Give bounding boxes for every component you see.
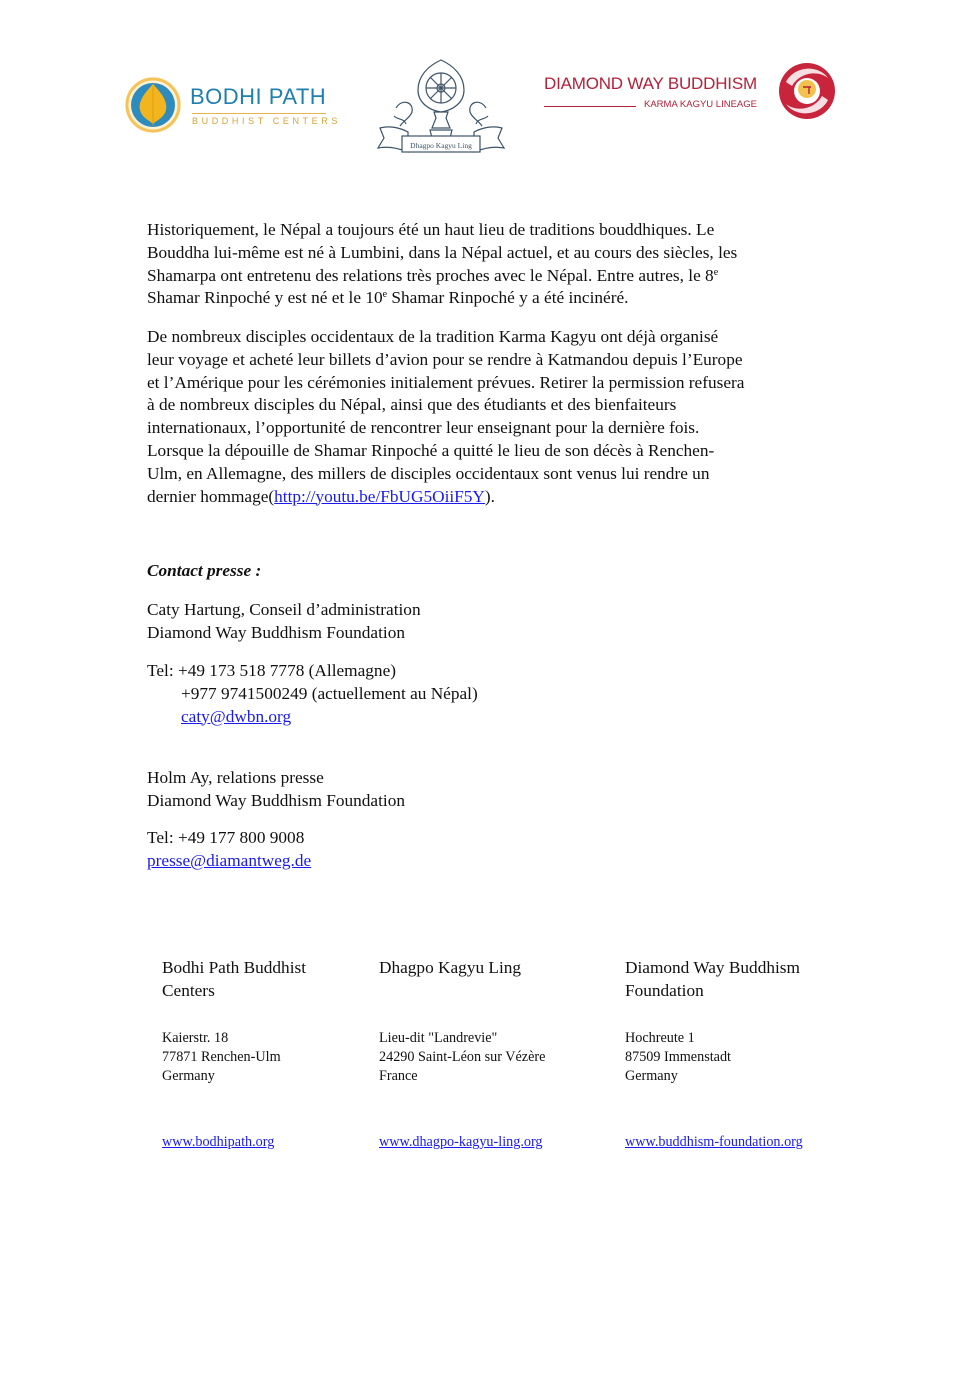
address-line: 87509 Immenstadt <box>625 1049 731 1065</box>
footer-column-dhagpo <box>379 957 609 1150</box>
org-line: Foundation <box>625 980 704 1000</box>
address-line: Germany <box>162 1068 215 1084</box>
paragraph-disciples <box>147 326 837 508</box>
text-line <box>147 287 837 310</box>
text-line: internationaux, l’opportunité de rencontrer leur enseignant pour la dernière fois. <box>147 418 700 438</box>
contact2-email-link[interactable]: presse@diamantweg.de <box>147 850 312 870</box>
bodhi-path-title: BODHI PATH <box>190 84 327 109</box>
bodhi-path-logo <box>124 76 341 138</box>
footer-org-name <box>625 957 855 1027</box>
contact1-identity <box>147 599 421 645</box>
contact1-org: Diamond Way Buddhism Foundation <box>147 622 405 642</box>
text-line: Historiquement, le Népal a toujours été un haut lieu de traditions bouddhiques. Le <box>147 220 715 239</box>
superscript: e <box>382 289 388 301</box>
text-segment: Shamar Rinpoché y a été incinéré. <box>387 288 629 308</box>
text-line <box>147 265 837 288</box>
text-line: à de nombreux disciples du Népal, ainsi que des étudiants et des bienfaiteurs <box>147 395 677 415</box>
footer-address <box>625 1029 855 1086</box>
text-segment: Shamar Rinpoché y est né et le 10 <box>147 288 383 308</box>
contact1-name-role: Caty Hartung, Conseil d’administration <box>147 600 421 619</box>
dkl-banner-text: Dhagpo Kagyu Ling <box>410 141 472 150</box>
footer-column-diamond-way <box>625 957 855 1150</box>
bodhi-path-subtitle: BUDDHIST CENTERS <box>192 116 341 126</box>
diamond-way-swirl-icon <box>776 60 838 122</box>
text-line: Bouddha lui-même est né à Lumbini, dans la Népal actuel, et au cours des siècles, les <box>147 242 738 262</box>
address-line: France <box>379 1068 418 1084</box>
contact1-tel-germany: +49 173 518 7778 (Allemagne) <box>177 661 396 680</box>
address-line: Lieu-dit "Landrevie" <box>379 1030 498 1046</box>
footer-address <box>162 1029 392 1086</box>
youtube-link[interactable]: http://youtu.be/FbUG5OiiF5Y <box>274 486 485 506</box>
diamond-way-title: DIAMOND WAY BUDDHISM <box>544 74 757 93</box>
diamond-way-subtitle: KARMA KAGYU LINEAGE <box>644 99 757 110</box>
text-segment: Shamarpa ont entretenu des relations très proches avec le Népal. Entre autres, le 8 <box>147 265 714 285</box>
address-line: Hochreute 1 <box>625 1030 695 1046</box>
superscript: e <box>713 266 719 278</box>
text-line: Lorsque la dépouille de Shamar Rinpoché a quitté le lieu de son décès à Renchen- <box>147 440 715 460</box>
contact1-tel-nepal: +977 9741500249 (actuellement au Népal) <box>181 683 478 703</box>
contact1-phones <box>147 660 478 728</box>
contact2-name-role: Holm Ay, relations presse <box>147 768 324 787</box>
text-line: Ulm, en Allemagne, des millers de disciples occidentaux sont venus lui rendre un <box>147 463 710 483</box>
footer-org-name <box>379 957 609 1027</box>
contact1-tel-line <box>147 660 478 683</box>
address-line: Germany <box>625 1068 678 1084</box>
footer-column-bodhi-path <box>162 957 392 1150</box>
org-line: Bodhi Path Buddhist <box>162 958 307 977</box>
contact-heading: Contact presse : <box>147 561 262 580</box>
org-line: Dhagpo Kagyu Ling <box>379 958 522 977</box>
paragraph-history <box>147 219 837 310</box>
contact2-org: Diamond Way Buddhism Foundation <box>147 790 405 810</box>
dharma-wheel-emblem-icon <box>374 56 508 158</box>
footer-org-name <box>162 957 392 1027</box>
org-line: Centers <box>162 980 215 1000</box>
footer-website-link[interactable]: www.buddhism-foundation.org <box>625 1134 803 1150</box>
contact2-identity <box>147 767 405 813</box>
dhagpo-kagyu-ling-logo <box>374 56 508 158</box>
address-line: Kaierstr. 18 <box>162 1030 229 1046</box>
diamond-way-logo <box>540 62 840 124</box>
contact2-phones <box>147 827 311 873</box>
text-line: leur voyage et acheté leur billets d’avion pour se rendre à Katmandou depuis l’Europe <box>147 349 743 369</box>
address-line: 24290 Saint-Léon sur Vézère <box>379 1049 546 1065</box>
footer-address <box>379 1029 609 1086</box>
text-line: De nombreux disciples occidentaux de la tradition Karma Kagyu ont déjà organisé <box>147 327 719 346</box>
contact1-email-link[interactable]: caty@dwbn.org <box>181 706 292 726</box>
text-line <box>147 486 837 509</box>
diamond-way-divider <box>544 106 636 107</box>
bodhi-path-divider <box>192 113 326 114</box>
address-line: 77871 Renchen-Ulm <box>162 1049 281 1065</box>
contact2-tel: Tel: +49 177 800 9008 <box>147 828 305 847</box>
footer-website-link[interactable]: www.dhagpo-kagyu-ling.org <box>379 1134 543 1150</box>
text-segment: ). <box>484 486 495 506</box>
tel-label: Tel: <box>147 661 178 680</box>
org-line: Diamond Way Buddhism <box>625 958 800 977</box>
text-line: et l’Amérique pour les cérémonies initialement prévues. Retirer la permission refusera <box>147 372 745 392</box>
bodhi-leaf-icon <box>124 76 182 134</box>
footer-website-link[interactable]: www.bodhipath.org <box>162 1134 275 1150</box>
text-segment: dernier hommage( <box>147 486 275 506</box>
